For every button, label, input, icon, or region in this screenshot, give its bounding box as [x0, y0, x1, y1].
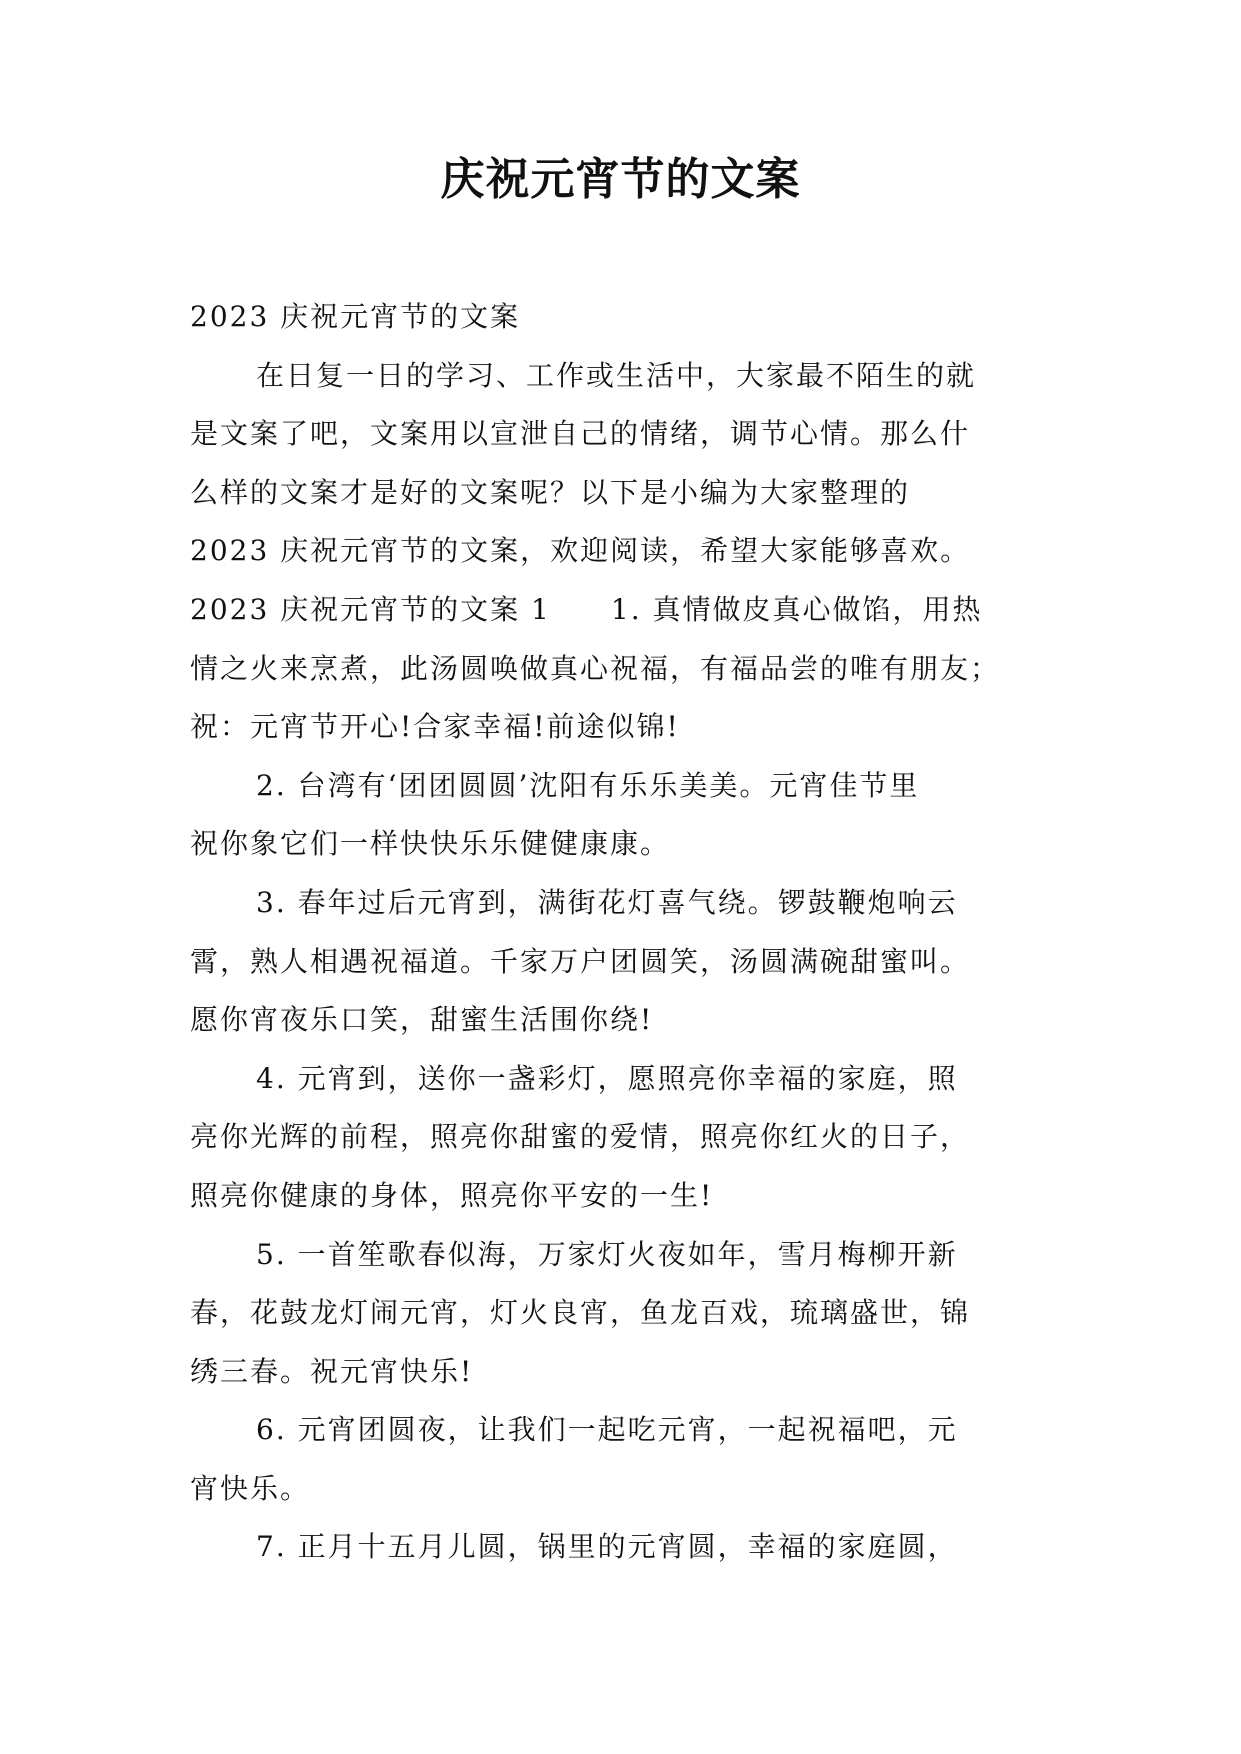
text-line: 绣三春。祝元宵快乐! [190, 1354, 474, 1388]
text-line: 在日复一日的学习、工作或生活中，大家最不陌生的就 [256, 358, 977, 392]
text-line: 照亮你健康的身体，照亮你平安的一生! [190, 1178, 714, 1212]
text-line: 6. 元宵团圆夜，让我们一起吃元宵，一起祝福吧，元 [256, 1413, 958, 1447]
text-line: 7. 正月十五月儿圆，锅里的元宵圆，幸福的家庭圆， [256, 1530, 958, 1564]
text-line: 2. 台湾有‘团团圆圆’沈阳有乐乐美美。元宵佳节里 [256, 768, 920, 802]
text-line: 宵快乐。 [190, 1471, 311, 1505]
text-line: 情之火来烹煮，此汤圆唤做真心祝福，有福品尝的唯有朋友； [190, 651, 1001, 685]
text-line: 愿你宵夜乐口笑，甜蜜生活围你绕! [190, 1003, 654, 1037]
text-line: 3. 春年过后元宵到，满街花灯喜气绕。锣鼓鞭炮响云 [256, 885, 958, 919]
text-line: 2023 庆祝元宵节的文案 [190, 300, 521, 333]
text-line: 春，花鼓龙灯闹元宵，灯火良宵，鱼龙百戏，琉璃盛世，锦 [190, 1296, 971, 1330]
document-title: 庆祝元宵节的文案 [440, 154, 801, 205]
text-line: 2023 庆祝元宵节的文案，欢迎阅读，希望大家能够喜欢。 [190, 534, 971, 568]
text-line: 是文案了吧，文案用以宣泄自己的情绪，调节心情。那么什 [190, 417, 971, 451]
text-line: 5. 一首笙歌春似海，万家灯火夜如年，雪月梅柳开新 [256, 1237, 958, 1271]
text-line: 2023 庆祝元宵节的文案 1 1. 真情做皮真心做馅，用热 [190, 592, 983, 626]
text-line: 4. 元宵到，送你一盏彩灯，愿照亮你幸福的家庭，照 [256, 1061, 958, 1095]
text-line: 祝：元宵节开心!合家幸福!前途似锦! [190, 710, 680, 744]
text-line: 祝你象它们一样快快乐乐健健康康。 [190, 827, 671, 861]
text-line: 亮你光辉的前程，照亮你甜蜜的爱情，照亮你红火的日子， [190, 1120, 971, 1154]
text-line: 么样的文案才是好的文案呢？以下是小编为大家整理的 [190, 475, 911, 509]
text-line: 霄，熟人相遇祝福道。千家万户团圆笑，汤圆满碗甜蜜叫。 [190, 944, 971, 978]
document-body [190, 288, 1050, 1577]
